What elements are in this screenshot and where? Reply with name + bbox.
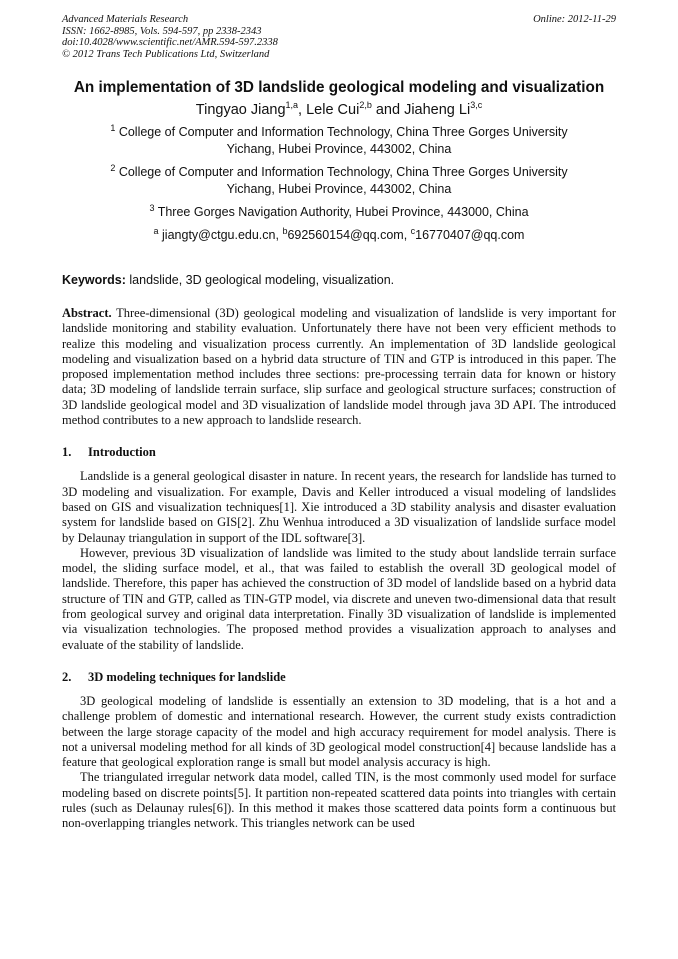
affiliation-sup: 2 bbox=[110, 162, 116, 173]
affiliation-line: Three Gorges Navigation Authority, Hubei Province, 443000, China bbox=[157, 205, 529, 219]
email-address: 16770407@qq.com bbox=[415, 228, 525, 242]
abstract-text: Three-dimensional (3D) geological modeling and visualization of landslide is very important for landslide monitoring and stability evaluation. Unfortunately there have not been very efficient methods to realize this modeling and visualization process currently. An implementation of 3D landslide geological modeling and visualization based on a hybrid data structure of TIN and GTP is introduced in this paper. The proposed implementation method includes three sections: pre-processing terrain data for known or history data; 3D modeling of landslide terrain surface, slip surface and geological structure surfaces; construction of 3D landslide geological model and 3D visualization of landslide model through java 3D API. The introduced method contributes to a new approach to landslide research. bbox=[62, 306, 616, 428]
author-name: Jiaheng Li bbox=[404, 102, 471, 118]
body-paragraph: 3D geological modeling of landslide is essentially an extension to 3D modeling, that is a hot and a challenge problem of domestic and international research. However, the current study exists contradiction between the large storage capacity of the model and high accuracy requirement for model analysis. There is not a universal modeling method for all kinds of 3D geological model construction[4] because landslide has a feature that geological exploration range is small but model analysis accuracy is high. bbox=[62, 693, 616, 770]
author-name: Lele Cui bbox=[306, 102, 360, 118]
author-affil-sup: 2,b bbox=[359, 100, 372, 111]
keywords bbox=[62, 272, 616, 289]
email-sup: b bbox=[282, 225, 288, 236]
affiliation-sup: 1 bbox=[110, 122, 116, 133]
journal-name: Advanced Materials Research bbox=[62, 14, 189, 25]
paper-title: An implementation of 3D landslide geological modeling and visualization bbox=[73, 79, 605, 96]
keywords-label: Keywords: bbox=[62, 273, 126, 287]
doi-line: doi:10.4028/www.scientific.net/AMR.594-597.2338 bbox=[62, 37, 278, 48]
publication-header bbox=[62, 14, 616, 60]
affiliation-3 bbox=[62, 204, 616, 221]
affiliation-sup: 3 bbox=[149, 202, 155, 213]
affiliation-2 bbox=[62, 164, 616, 198]
section-heading-introduction bbox=[62, 445, 616, 460]
author-list bbox=[62, 101, 616, 119]
section-number: 2. bbox=[62, 669, 72, 684]
keywords-text: landslide, 3D geological modeling, visualization. bbox=[129, 273, 395, 287]
affiliation-line: College of Computer and Information Technology, China Three Gorges University bbox=[118, 165, 568, 179]
affiliation-line: Yichang, Hubei Province, 443002, China bbox=[226, 142, 452, 156]
email-sup: a bbox=[153, 225, 159, 236]
author-name: Tingyao Jiang bbox=[195, 102, 286, 118]
body-paragraph: Landslide is a general geological disaster in nature. In recent years, the research for landslide has turned to 3D modeling and visualization. For example, Davis and Keller introduced a visual modeling of landslides based on GIS and visualization techniques[1]. Xie introduced a 3D stability analysis and disaster evaluation system for landslide based on GIS[2]. Zhu Wenhua introduced a 3D visualization of landslide surface model by Delaunay triangulation in support of the IDL software[3]. bbox=[62, 469, 616, 545]
email-address: 692560154@qq.com, bbox=[287, 228, 411, 242]
email-line bbox=[62, 227, 616, 244]
section-heading-3d-modeling bbox=[62, 670, 616, 685]
section-number: 1. bbox=[62, 445, 72, 460]
abstract bbox=[62, 306, 616, 428]
affiliation-line: College of Computer and Information Technology, China Three Gorges University bbox=[118, 125, 568, 139]
email-sup: c bbox=[410, 225, 416, 236]
author-affil-sup: 3,c bbox=[470, 100, 483, 111]
author-separator: and bbox=[371, 102, 405, 118]
affiliation-line: Yichang, Hubei Province, 443002, China bbox=[226, 182, 452, 196]
abstract-label: Abstract. bbox=[62, 306, 112, 320]
online-date: Online: 2012-11-29 bbox=[533, 14, 616, 25]
issn-line: ISSN: 1662-8985, Vols. 594-597, pp 2338-2343 bbox=[62, 25, 262, 37]
email-address: jiangty@ctgu.edu.cn, bbox=[162, 228, 283, 242]
author-affil-sup: 1,a bbox=[285, 100, 299, 111]
affiliation-1 bbox=[62, 124, 616, 158]
body-paragraph: The triangulated irregular network data model, called TIN, is the most commonly used model for surface modeling based on discrete points[5]. It partition non-repeated scattered data points into triangles with certain rules (such as Delaunay rules[6]). In this method it makes those scattered data points form a continuous but non-overlapping triangles network. This triangles network can be used bbox=[62, 770, 616, 831]
section-title: Introduction bbox=[88, 445, 156, 460]
body-paragraph: However, previous 3D visualization of landslide was limited to the study about landslide terrain surface model, the sliding surface model, et al., that was failed to establish the overall 3D geological model of landslide. Therefore, this paper has achieved the construction of 3D model of landslide based on a hybrid data structure of TIN and GTP, called as TIN-GTP model, via discrete and uneven two-dimensional data that result from geological survey and original data interpretation. Finally 3D visualization of landslide is implemented via visualization technologies. The proposed method provides a visualization approach to analyses and evaluate of the stability of landslide. bbox=[62, 545, 616, 652]
section-title: 3D modeling techniques for landslide bbox=[88, 669, 286, 684]
copyright-line: © 2012 Trans Tech Publications Ltd, Switzerland bbox=[62, 48, 270, 60]
author-separator: , bbox=[298, 102, 307, 118]
